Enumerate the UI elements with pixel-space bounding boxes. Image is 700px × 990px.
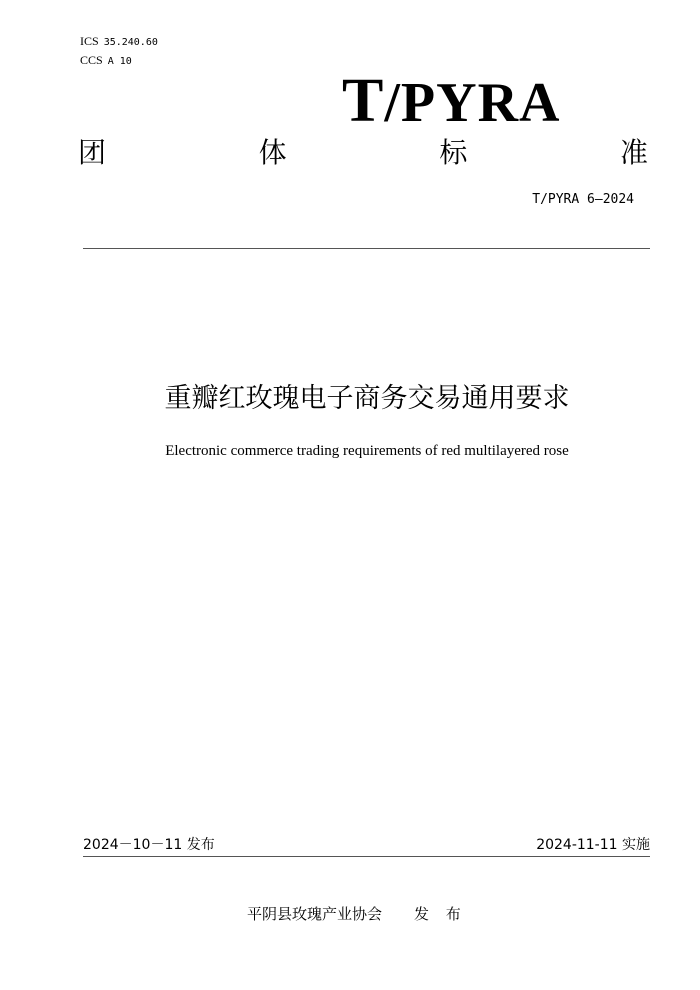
ics-code [80, 34, 158, 50]
organization-logo [342, 66, 612, 138]
ics-label: ICS [80, 34, 99, 48]
implementation-date: 2024-11-11 实施 [536, 837, 650, 853]
standard-type-char: 团 [78, 136, 107, 169]
standard-type [78, 134, 648, 172]
title-english: Electronic commerce trading requirements of red multilayered rose [165, 443, 569, 459]
ccs-label: CCS [80, 53, 103, 67]
logo-prefix: T [342, 67, 385, 135]
ccs-code [80, 53, 132, 69]
publisher-action: 发 布 [414, 905, 467, 923]
standard-type-char: 标 [439, 136, 468, 169]
issue-date: 2024－10－11 发布 [83, 837, 215, 853]
logo-suffix: /PYRA [384, 72, 561, 134]
title-chinese: 重瓣红玫瑰电子商务交易通用要求 [164, 383, 570, 414]
publisher [247, 903, 467, 925]
standard-type-char: 体 [258, 136, 287, 169]
ccs-value: A 10 [107, 56, 132, 67]
bottom-divider [83, 856, 650, 857]
standard-type-char: 准 [619, 136, 648, 169]
standard-number: T/PYRA 6—2024 [532, 192, 634, 207]
publisher-organization: 平阴县玫瑰产业协会 [247, 905, 383, 923]
top-divider [83, 248, 650, 249]
ics-value: 35.240.60 [103, 37, 158, 48]
